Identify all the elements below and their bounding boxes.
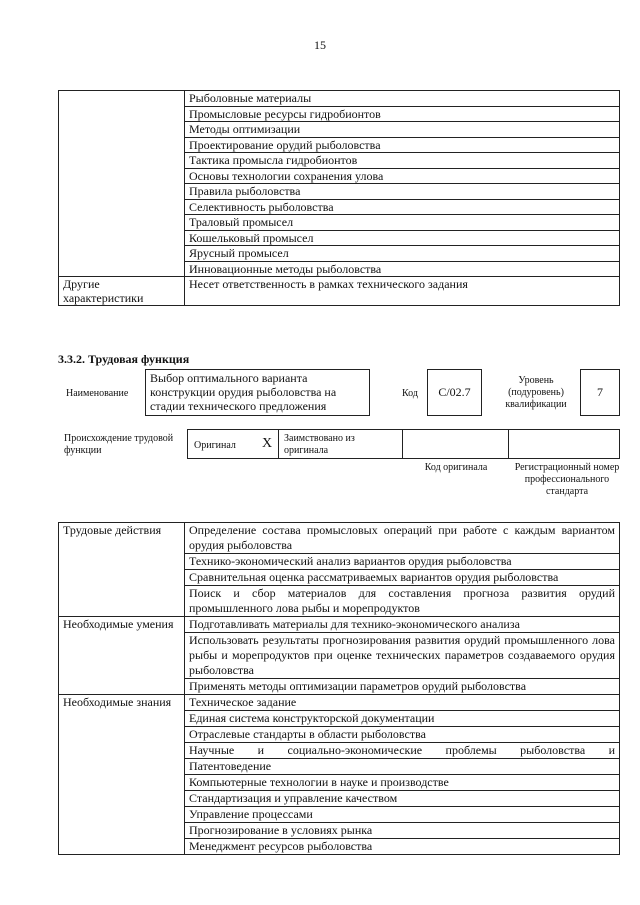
- divider: [402, 430, 403, 458]
- section-title: 3.3.2. Трудовая функция: [58, 352, 190, 366]
- list-item: Техническое задание: [185, 695, 620, 711]
- list-item: Рыболовные материалы: [185, 91, 620, 107]
- list-item: Траловый промысел: [185, 215, 620, 231]
- list-item: Научные и социально-экономические проблемы рыболовства и: [185, 743, 620, 759]
- list-item: Методы оптимизации: [185, 122, 620, 138]
- code-value: C/02.7: [427, 369, 482, 416]
- other-characteristics-value: Несет ответственность в рамках технического задания: [185, 277, 620, 306]
- list-item: Управление процессами: [185, 807, 620, 823]
- list-item: Подготавливать материалы для технико-экономического анализа: [185, 617, 620, 633]
- original-label: Оригинал: [194, 440, 236, 451]
- list-item: Единая система конструкторской документации: [185, 711, 620, 727]
- name-value: Выбор оптимального варианта конструкции орудия рыболовства на стадии технического предложения: [145, 369, 370, 416]
- empty-label-cell: [59, 91, 185, 277]
- list-item: Компьютерные технологии в науке и производстве: [185, 775, 620, 791]
- list-item: Тактика промысла гидробионтов: [185, 153, 620, 169]
- original-mark: X: [262, 436, 273, 451]
- list-item: Менеджмент ресурсов рыболовства: [185, 839, 620, 855]
- origin-label: Происхождение трудовой функции: [64, 433, 174, 456]
- code-label: Код: [402, 388, 418, 399]
- list-item: Патентоведение: [185, 759, 620, 775]
- origin-box: [187, 429, 620, 459]
- list-item: Применять методы оптимизации параметров орудий рыболовства: [185, 679, 620, 695]
- labor-function-table: [58, 522, 620, 855]
- registration-number-caption: Регистрационный номер профессионального стандарта: [514, 462, 620, 497]
- list-item: Использовать результаты прогнозирования развития орудий промышленного лова рыбы и морепродуктов при оценке технических параметров создаваемого орудия рыболовства: [185, 633, 620, 679]
- required-skills-label: Необходимые умения: [59, 617, 185, 695]
- list-item: Технико-экономический анализ вариантов орудия рыболовства: [185, 554, 620, 570]
- original-code-caption: Код оригинала: [424, 462, 488, 473]
- labor-actions-label: Трудовые действия: [59, 523, 185, 617]
- list-item: Определение состава промысловых операций при работе с каждым вариантом орудия рыболовства: [185, 523, 620, 554]
- name-label: Наименование: [66, 388, 129, 399]
- list-item: Селективность рыболовства: [185, 199, 620, 215]
- list-item: Стандартизация и управление качеством: [185, 791, 620, 807]
- list-item: Кошельковый промысел: [185, 230, 620, 246]
- qualification-level-label: Уровень (подуровень) квалификации: [505, 375, 567, 410]
- required-knowledge-label: Необходимые знания: [59, 695, 185, 855]
- divider: [508, 430, 509, 458]
- qualification-level-value: 7: [580, 369, 620, 416]
- other-characteristics-label: Другие характеристики: [59, 277, 185, 306]
- knowledge-continuation-table: [58, 90, 620, 306]
- list-item: Поиск и сбор материалов для составления прогноза развития орудий промышленного лова рыбы и морепродуктов: [185, 586, 620, 617]
- page-number: 15: [314, 38, 326, 52]
- list-item: Проектирование орудий рыболовства: [185, 137, 620, 153]
- list-item: Сравнительная оценка рассматриваемых вариантов орудия рыболовства: [185, 570, 620, 586]
- list-item: Инновационные методы рыболовства: [185, 261, 620, 277]
- list-item: Промысловые ресурсы гидробионтов: [185, 106, 620, 122]
- list-item: Ярусный промысел: [185, 246, 620, 262]
- borrowed-label: Заимствовано из оригинала: [284, 433, 355, 456]
- list-item: Правила рыболовства: [185, 184, 620, 200]
- list-item: Прогнозирование в условиях рынка: [185, 823, 620, 839]
- list-item: Основы технологии сохранения улова: [185, 168, 620, 184]
- divider: [278, 430, 279, 458]
- list-item: Отраслевые стандарты в области рыболовства: [185, 727, 620, 743]
